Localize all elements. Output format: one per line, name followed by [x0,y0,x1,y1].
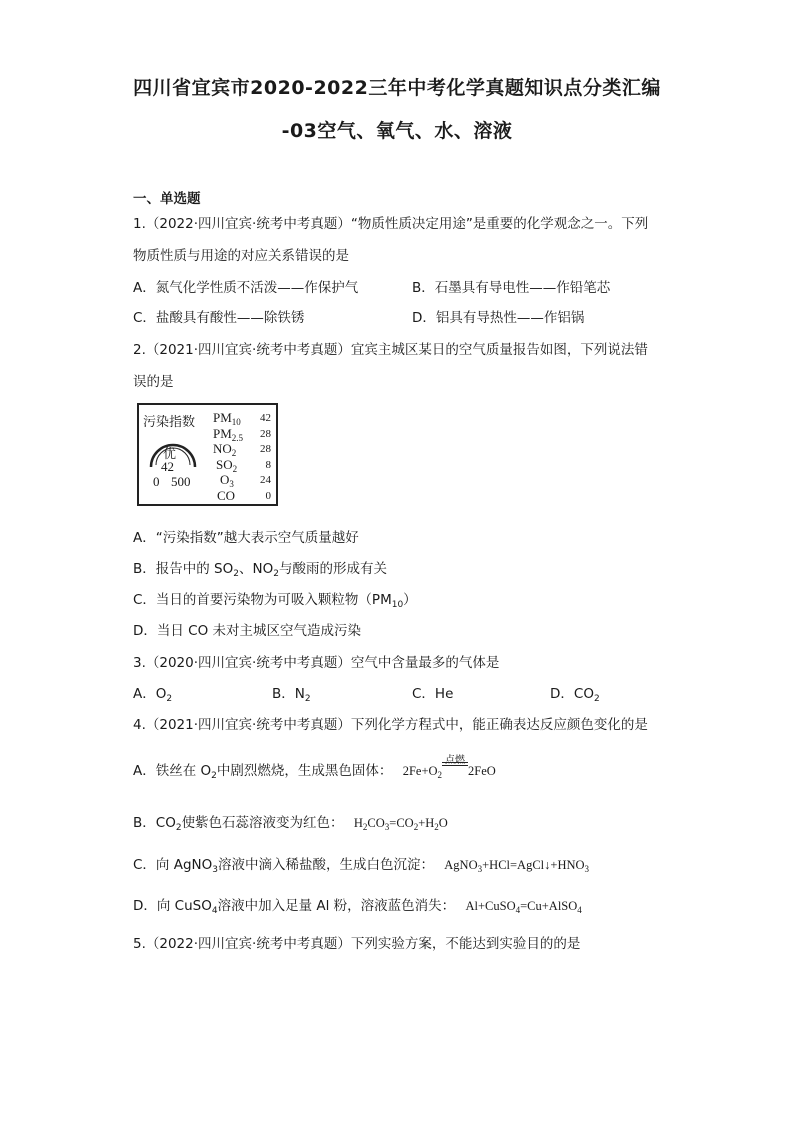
report-item-value: 28 [260,428,271,440]
q1-option-b: B．石墨具有导电性——作铅笔芯 [412,280,611,296]
report-item-name: $O_3$ [220,472,234,489]
q3-stem: 3.（2020·四川宜宾·统考中考真题）空气中含量最多的气体是 [133,655,500,671]
q2-option-c: C．当日的首要污染物为可吸入颗粒物$(PM_{10})$ [133,592,417,610]
q1-stem-line2: 物质性质与用途的对应关系错误的是 [133,248,349,264]
q4-stem: 4.（2021·四川宜宾·统考中考真题）下列化学方程式中，能正确表达反应颜色变化的是 [133,717,648,733]
report-heading: 污染指数 [143,414,196,429]
q4-c-equation: $AgNO_3+HCl=AgCl↓+HNO_3$ [444,858,590,874]
q4-option-a: A．铁丝在 $O_2$中剧烈燃烧，生成黑色固体： $2Fe+O_2$ 点燃 2FeO [133,755,496,781]
q3-option-d: D．$CO_2$ [550,686,600,704]
doc-title-line1: 四川省宜宾市2020-2022三年中考化学真题知识点分类汇编 [133,77,661,99]
report-range-min: 0 [153,474,160,489]
report-item-name: $PM_{2.5}$ [213,426,244,443]
q4-option-c: C．向 AgNO$_3$溶液中滴入稀盐酸，生成白色沉淀： $AgNO_3+HCl=AgCl↓+HNO_3$ [133,857,590,875]
report-item-name: $SO_2$ [216,457,238,474]
q4-d-equation: Al+CuSO$_4$=Cu+AlSO$_4$ [465,899,582,915]
q1-stem-line1: 1.（2022·四川宜宾·统考中考真题）“物质性质决定用途”是重要的化学观念之一。下列 [133,216,649,232]
report-item-value: 8 [265,459,271,471]
q1-option-c: C．盐酸具有酸性——除铁锈 [133,310,305,326]
q2-stem-line2: 误的是 [133,374,174,390]
report-item-name: $NO_2$ [213,441,237,458]
q2-option-d: D．当日 CO 未对主城区空气造成污染 [133,623,362,639]
q4-option-b: B．$CO_2$使紫色石蕊溶液变为红色： $H_2CO_3=CO_2+H_2O$ [133,815,448,833]
q5-stem: 5.（2022·四川宜宾·统考中考真题）下列实验方案，不能达到实验目的的是 [133,936,581,952]
q1-option-d: D．铝具有导热性——作铝锅 [412,310,585,326]
report-item-name: $PM_{10}$ [213,410,241,427]
report-range-max: 500 [171,474,191,489]
q4-b-equation: $H_2CO_3=CO_2+H_2O$ [353,816,448,832]
report-index: 42 [161,459,174,474]
doc-title-line2: -03空气、氧气、水、溶液 [281,120,513,142]
q3-option-c: C．He [412,686,454,702]
q3-option-a: A．$O_2$ [133,686,173,704]
q4-option-d: D．向 CuSO$_4$溶液中加入足量 Al 粉，溶液蓝色消失： Al+CuSO$_4$=Cu+AlSO$_4$ [133,898,582,916]
q2-option-b: B．报告中的 $SO_2$、$NO_2$与酸雨的形成有关 [133,561,387,579]
report-item-value: 24 [260,474,271,486]
report-item-name: CO [217,488,236,503]
q2-option-a: A．“污染指数”越大表示空气质量越好 [133,530,359,546]
report-item-value: 42 [260,412,271,424]
q1-option-a: A．氮气化学性质不活泼——作保护气 [133,280,359,296]
report-grade: 优 [163,446,177,461]
report-item-value: 0 [265,490,271,502]
q2-stem-line1: 2.（2021·四川宜宾·统考中考真题）宜宾主城区某日的空气质量报告如图，下列说法错 [133,342,648,358]
section-heading: 一、单选题 [133,191,201,207]
air-quality-report-figure [137,403,278,506]
q3-option-b: B．$N_2$ [272,686,311,704]
report-item-value: 28 [260,443,271,455]
q4-a-equation: $2Fe+O_2$ 点燃 2FeO [402,755,496,780]
